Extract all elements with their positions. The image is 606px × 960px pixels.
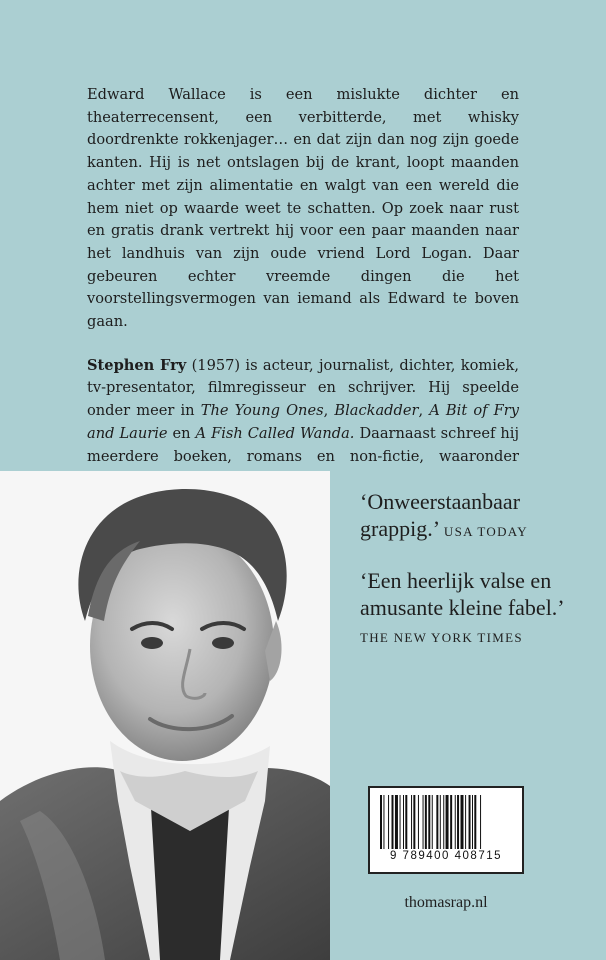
barcode-bar	[443, 795, 444, 849]
separator: ,	[418, 402, 430, 420]
work-title: A Bit of Fry and Laurie	[87, 402, 520, 442]
barcode-bar	[403, 795, 404, 849]
work-title: Blackadder	[334, 402, 419, 420]
author-photo	[0, 471, 330, 960]
barcode-bar	[465, 795, 466, 849]
barcode-bar	[380, 795, 382, 849]
author-portrait-illustration	[0, 471, 330, 960]
barcode-bar	[388, 795, 389, 849]
barcode-bar	[436, 795, 438, 849]
quote-text: ‘Onweerstaanbaar grappig.’	[360, 489, 521, 541]
review-quote	[360, 488, 590, 545]
barcode-bars	[380, 795, 512, 849]
synopsis-paragraph: Edward Wallace is een mislukte dichter en theaterrecensent, een verbitterde, met whisky doordrenkte rokkenjager… en dat zijn dan nog zijn goede kanten. Hij is net ontslagen bij de krant, loopt maanden achter met zijn alimentatie en walgt van een wereld die hem niet op waarde weet te schatten. Op zoek naar rust en gratis drank vertrekt hij voor een paar maanden naar het landhuis van zijn oude vriend Lord Logan. Daar gebeuren echter vreemde dingen die het voorstellingsvermogen van iemand als Edward te boven gaan.	[87, 86, 519, 331]
barcode-bar	[418, 795, 419, 849]
author-name: Stephen Fry	[87, 356, 187, 374]
barcode-bar	[432, 795, 433, 849]
barcode-bar	[457, 795, 459, 849]
barcode-bar	[428, 795, 430, 849]
barcode-bar	[425, 795, 427, 849]
author-bio-text: (1957) is acteur, journalist, dichter, komiek, tv-presentator, filmregisseur en schrijver. Hij speelde onder meer in	[87, 356, 519, 420]
work-title: The Young Ones	[200, 402, 324, 420]
barcode-bar	[474, 795, 476, 849]
publisher-website: thomasrap.nl	[404, 894, 488, 911]
work-title: A Fish Called Wanda.	[195, 424, 355, 442]
barcode-bar	[383, 795, 384, 849]
barcode-bar	[411, 795, 412, 849]
barcode-bar	[405, 795, 407, 849]
barcode-bar	[461, 795, 464, 849]
barcode-bar	[450, 795, 452, 849]
quote-source: USA TODAY	[443, 524, 528, 539]
barcode-bar	[480, 795, 481, 849]
separator: en	[167, 424, 196, 442]
barcode-bar	[395, 795, 398, 849]
author-bio-text: Daarnaast schreef hij meerdere boeken, romans en non-fictie, waaronder	[87, 424, 519, 465]
separator: ,	[323, 402, 335, 420]
barcode-bar	[446, 795, 449, 849]
back-cover-blurb	[87, 84, 519, 512]
quote-text: ‘Een heerlijk valse en amusante kleine fabel.’	[360, 568, 563, 620]
barcode-bar	[455, 795, 456, 849]
barcode-bar	[400, 795, 401, 849]
barcode-bar	[413, 795, 415, 849]
isbn-number: 9 789400 408715	[389, 850, 503, 862]
barcode-bar	[423, 795, 424, 849]
review-quote	[360, 567, 590, 651]
barcode-bar	[440, 795, 441, 849]
barcode-bar	[472, 795, 473, 849]
barcode-bar	[392, 795, 394, 849]
barcode-bar	[469, 795, 471, 849]
review-quotes	[360, 488, 590, 673]
isbn-barcode	[368, 786, 524, 874]
quote-source: THE NEW YORK TIMES	[360, 630, 523, 645]
